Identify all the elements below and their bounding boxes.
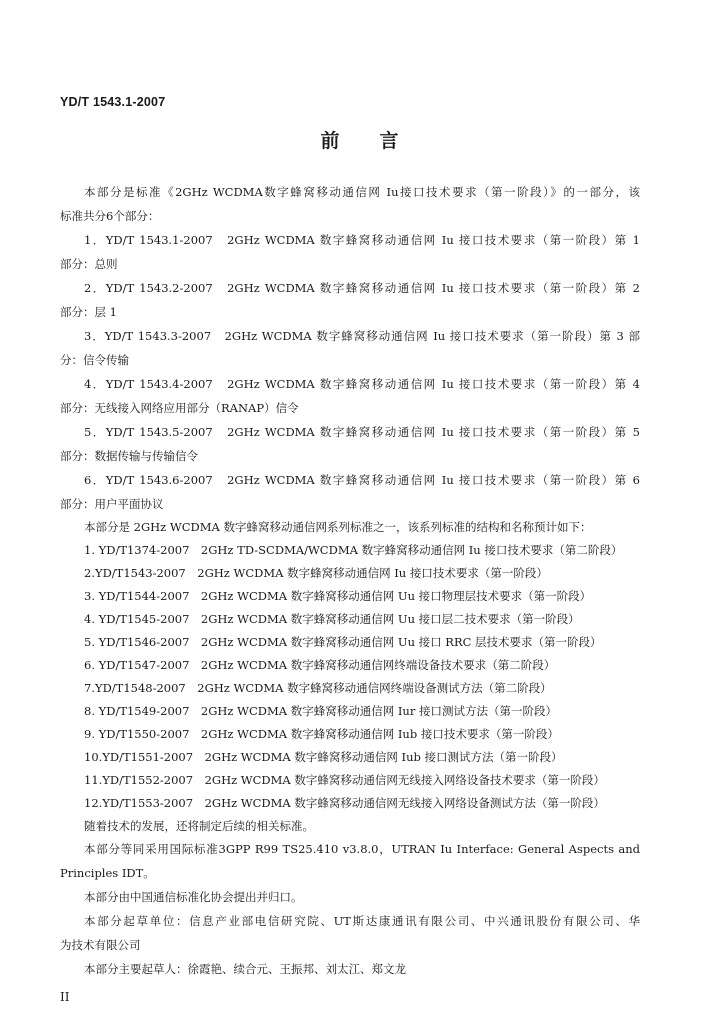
text-line: 5. YD/T1546-2007 2GHz WCDMA 数字蜂窝移动通信网 Uu 接口 RRC 层技术要求（第一阶段） <box>84 635 602 649</box>
text-line: 3．YD/T 1543.3-2007 2GHz WCDMA 数字蜂窝移动通信网 Iu 接口技术要求（第一阶段）第 3 部 <box>84 329 640 343</box>
text-line: 本部分是 2GHz WCDMA 数字蜂窝移动通信网系列标准之一，该系列标准的结构和名称预计如下： <box>84 520 592 534</box>
text-line: 4. YD/T1545-2007 2GHz WCDMA 数字蜂窝移动通信网 Uu 接口层二技术要求（第一阶段） <box>84 612 580 626</box>
text-line: 1. YD/T1374-2007 2GHz TD-SCDMA/WCDMA 数字蜂窝移动通信网 Iu 接口技术要求（第二阶段） <box>84 543 623 557</box>
text-line: 本部分起草单位：信息产业部电信研究院、UT斯达康通讯有限公司、中兴通讯股份有限公司、华 <box>84 914 640 928</box>
text-line: 为技术有限公司 <box>60 938 141 952</box>
text-line: 1．YD/T 1543.1-2007 2GHz WCDMA 数字蜂窝移动通信网 Iu 接口技术要求（第一阶段）第 1 <box>84 233 640 247</box>
text-line: 9. YD/T1550-2007 2GHz WCDMA 数字蜂窝移动通信网 Iub 接口技术要求（第一阶段） <box>84 727 559 741</box>
text-line: 11.YD/T1552-2007 2GHz WCDMA 数字蜂窝移动通信网无线接入网络设备技术要求（第一阶段） <box>84 773 605 787</box>
text-line: 8. YD/T1549-2007 2GHz WCDMA 数字蜂窝移动通信网 Iur 接口测试方法（第一阶段） <box>84 704 557 718</box>
text-line: 10.YD/T1551-2007 2GHz WCDMA 数字蜂窝移动通信网 Iub 接口测试方法（第一阶段） <box>84 750 563 764</box>
text-line: 3. YD/T1544-2007 2GHz WCDMA 数字蜂窝移动通信网 Uu 接口物理层技术要求（第一阶段） <box>84 589 592 603</box>
text-line: 本部分等同采用国际标准3GPP R99 TS25.410 v3.8.0，UTRAN Iu Interface: General Aspects and <box>84 842 640 856</box>
page-title: 前言 <box>320 130 439 152</box>
text-line: 部分：数据传输与传输信令 <box>60 449 198 463</box>
text-line: 本部分主要起草人：徐霞艳、续合元、王振邦、刘太江、郑文龙 <box>84 962 406 976</box>
text-line: 部分：层 1 <box>60 305 117 319</box>
text-line: 5．YD/T 1543.5-2007 2GHz WCDMA 数字蜂窝移动通信网 Iu 接口技术要求（第一阶段）第 5 <box>84 425 640 439</box>
text-line: 12.YD/T1553-2007 2GHz WCDMA 数字蜂窝移动通信网无线接入网络设备测试方法（第一阶段） <box>84 796 605 810</box>
text-line: 随着技术的发展，还将制定后续的相关标准。 <box>84 819 314 833</box>
text-line: 2.YD/T1543-2007 2GHz WCDMA 数字蜂窝移动通信网 Iu 接口技术要求（第一阶段） <box>84 566 548 580</box>
text-line: 部分：无线接入网络应用部分（RANAP）信令 <box>60 401 299 415</box>
text-line: 2．YD/T 1543.2-2007 2GHz WCDMA 数字蜂窝移动通信网 Iu 接口技术要求（第一阶段）第 2 <box>84 281 640 295</box>
text-line: Principles IDT。 <box>60 866 155 880</box>
text-line: 6. YD/T1547-2007 2GHz WCDMA 数字蜂窝移动通信网终端设备技术要求（第二阶段） <box>84 658 556 672</box>
text-line: 本部分是标准《2GHz WCDMA数字蜂窝移动通信网 Iu接口技术要求（第一阶段）》的一部分，该 <box>84 185 640 199</box>
text-line: 标准共分6个部分： <box>60 209 160 223</box>
text-line: 7.YD/T1548-2007 2GHz WCDMA 数字蜂窝移动通信网终端设备测试方法（第二阶段） <box>84 681 552 695</box>
text-line: 6．YD/T 1543.6-2007 2GHz WCDMA 数字蜂窝移动通信网 Iu 接口技术要求（第一阶段）第 6 <box>84 473 640 487</box>
text-line: 分：信令传输 <box>60 353 129 367</box>
text-line: 本部分由中国通信标准化协会提出并归口。 <box>84 890 303 904</box>
page-number: II <box>60 990 70 1004</box>
text-line: 部分：总则 <box>60 257 118 271</box>
text-line: 部分：用户平面协议 <box>60 497 164 511</box>
text-line: 4．YD/T 1543.4-2007 2GHz WCDMA 数字蜂窝移动通信网 Iu 接口技术要求（第一阶段）第 4 <box>84 377 640 391</box>
standard-code: YD/T 1543.1-2007 <box>60 95 166 109</box>
